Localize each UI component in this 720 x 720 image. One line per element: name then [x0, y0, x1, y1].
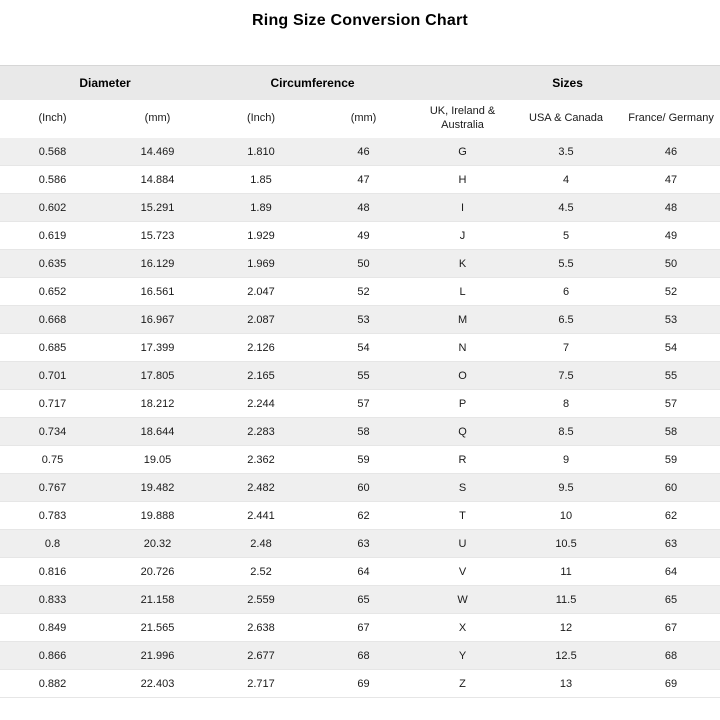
table-cell: 55: [357, 369, 370, 382]
table-cell: 47: [357, 173, 370, 186]
table-cell: 69: [664, 677, 678, 690]
table-row: [0, 390, 720, 418]
table-row: [0, 642, 720, 670]
table-cell: 16.967: [140, 313, 175, 326]
table-cell: 18.212: [140, 397, 175, 410]
table-cell: 10: [559, 509, 573, 522]
table-row: [0, 474, 720, 502]
table-cell: 7: [562, 341, 570, 354]
table-cell: 50: [357, 257, 370, 270]
table-row: [0, 614, 720, 642]
table-cell: 1.810: [247, 145, 275, 158]
table-cell: 1.929: [247, 229, 275, 242]
table-cell: 6.5: [558, 313, 574, 326]
table-cell: 0.635: [38, 257, 67, 270]
table-cell: 57: [357, 397, 370, 410]
table-cell: 7.5: [558, 369, 574, 382]
table-cell: Z: [459, 677, 466, 690]
column-header-circumference-inch: (Inch): [210, 100, 312, 138]
table-cell: 18.644: [140, 425, 175, 438]
table-cell: Q: [458, 425, 467, 438]
table-cell: 3.5: [558, 145, 574, 158]
table-cell: 64: [664, 565, 678, 578]
table-cell: 21.158: [140, 593, 175, 606]
table-cell: 54: [664, 341, 678, 354]
table-cell: 60: [357, 481, 370, 494]
table-cell: 19.888: [140, 509, 175, 522]
group-header-sizes: Sizes: [415, 66, 720, 101]
table-cell: 14.884: [140, 173, 175, 186]
table-cell: 62: [664, 509, 678, 522]
table-cell: 48: [357, 201, 370, 214]
table-row: [0, 138, 720, 166]
table-cell: 0.734: [38, 425, 67, 438]
table-cell: S: [458, 481, 467, 494]
table-cell: 50: [664, 257, 678, 270]
table-cell: 67: [664, 621, 678, 634]
table-cell: 0.8: [44, 537, 61, 550]
table-row: [0, 222, 720, 250]
table-cell: 64: [357, 565, 370, 578]
table-cell: 58: [664, 425, 678, 438]
table-cell: 65: [357, 593, 370, 606]
table-cell: T: [459, 509, 466, 522]
table-row: [0, 278, 720, 306]
table-cell: 0.849: [38, 621, 67, 634]
table-cell: V: [458, 565, 467, 578]
table-cell: 0.568: [38, 145, 67, 158]
table-row: [0, 558, 720, 586]
column-header-france-germany: France/ Germany: [622, 100, 720, 138]
table-cell: 9.5: [558, 481, 574, 494]
table-cell: 21.565: [140, 621, 175, 634]
table-row: [0, 362, 720, 390]
table-cell: 47: [664, 173, 678, 186]
table-cell: 0.668: [38, 313, 67, 326]
table-cell: 59: [664, 453, 678, 466]
table-cell: 2.047: [247, 285, 275, 298]
table-cell: 11: [560, 565, 572, 578]
table-cell: 2.717: [247, 677, 275, 690]
table-cell: 2.362: [247, 453, 275, 466]
table-cell: 12: [559, 621, 573, 634]
column-header-uk-ireland-australia: UK, Ireland & Australia: [415, 100, 510, 138]
table-cell: 0.816: [38, 565, 67, 578]
table-cell: 0.767: [38, 481, 67, 494]
table-cell: 4: [562, 173, 570, 186]
page-title: Ring Size Conversion Chart: [252, 12, 468, 29]
table-cell: 1.89: [250, 201, 272, 214]
table-cell: 2.52: [250, 565, 272, 578]
table-cell: 49: [357, 229, 370, 242]
table-cell: 5: [562, 229, 570, 242]
table-cell: M: [457, 313, 468, 326]
table-row: [0, 306, 720, 334]
table-cell: 22.403: [140, 677, 175, 690]
table-cell: 20.726: [140, 565, 175, 578]
table-cell: 10.5: [555, 537, 577, 550]
table-cell: 57: [664, 397, 678, 410]
table-cell: K: [458, 257, 467, 270]
table-cell: 54: [357, 341, 370, 354]
table-cell: 63: [664, 537, 678, 550]
table-cell: N: [458, 341, 467, 354]
table-cell: 17.805: [140, 369, 175, 382]
table-row: [0, 250, 720, 278]
table-cell: 6: [562, 285, 570, 298]
table-cell: 1.969: [247, 257, 275, 270]
table-row: [0, 446, 720, 474]
table-cell: 15.291: [140, 201, 175, 214]
table-row: [0, 334, 720, 362]
table-cell: J: [459, 229, 466, 242]
table-cell: 1.85: [250, 173, 272, 186]
table-cell: 55: [664, 369, 678, 382]
table-cell: I: [461, 201, 465, 214]
table-row: [0, 530, 720, 558]
table-cell: 21.996: [140, 649, 175, 662]
table-cell: 0.833: [38, 593, 67, 606]
table-cell: 62: [357, 509, 370, 522]
table-cell: 53: [664, 313, 678, 326]
table-cell: 2.48: [250, 537, 272, 550]
table-row: [0, 166, 720, 194]
table-cell: 5.5: [558, 257, 574, 270]
table-head: [0, 66, 720, 139]
table-cell: 2.126: [247, 341, 275, 354]
table-cell: 14.469: [140, 145, 175, 158]
table-cell: 59: [357, 453, 370, 466]
table-cell: 68: [664, 649, 678, 662]
table-cell: H: [458, 173, 467, 186]
table-cell: G: [458, 145, 467, 158]
table-cell: 0.783: [38, 509, 67, 522]
table-cell: 17.399: [140, 341, 175, 354]
table-cell: 0.717: [38, 397, 67, 410]
table-cell: 2.087: [247, 313, 275, 326]
table-cell: 0.882: [38, 677, 67, 690]
table-cell: 68: [357, 649, 370, 662]
table-cell: Y: [458, 649, 467, 662]
table-cell: 2.283: [247, 425, 275, 438]
group-header-circumference: Circumference: [210, 66, 415, 101]
table-cell: 16.129: [140, 257, 175, 270]
column-header-row: [0, 100, 720, 138]
table-cell: 2.559: [247, 593, 275, 606]
column-header-circumference-mm: (mm): [312, 100, 415, 138]
table-cell: U: [458, 537, 467, 550]
table-cell: 9: [562, 453, 570, 466]
table-cell: 0.586: [38, 173, 67, 186]
table-cell: 2.441: [247, 509, 275, 522]
table-cell: R: [458, 453, 467, 466]
table-cell: 0.685: [38, 341, 67, 354]
table-cell: 46: [664, 145, 678, 158]
table-cell: 2.165: [247, 369, 275, 382]
group-header-diameter: Diameter: [0, 66, 210, 101]
table-cell: 2.244: [247, 397, 275, 410]
table-cell: 69: [357, 677, 370, 690]
table-cell: P: [458, 397, 467, 410]
table-row: [0, 194, 720, 222]
table-cell: X: [458, 621, 467, 634]
conversion-table: [0, 65, 720, 698]
table-cell: 53: [357, 313, 370, 326]
table-cell: 19.482: [140, 481, 175, 494]
table-cell: 0.75: [41, 453, 64, 466]
table-cell: 11.5: [555, 593, 577, 606]
table-cell: 0.866: [38, 649, 67, 662]
table-cell: 12.5: [555, 649, 577, 662]
column-header-diameter-inch: (Inch): [0, 100, 105, 138]
table-cell: 8: [562, 397, 570, 410]
table-cell: 16.561: [140, 285, 175, 298]
table-row: [0, 502, 720, 530]
table-row: [0, 418, 720, 446]
table-cell: 20.32: [143, 537, 172, 550]
table-cell: 60: [664, 481, 678, 494]
table-cell: 13: [559, 677, 573, 690]
table-cell: 67: [357, 621, 370, 634]
table-cell: 2.638: [247, 621, 275, 634]
table-cell: 2.482: [247, 481, 275, 494]
table-cell: 4.5: [558, 201, 574, 214]
table-cell: 2.677: [247, 649, 275, 662]
table-cell: O: [458, 369, 467, 382]
table-cell: 52: [664, 285, 678, 298]
table-cell: W: [457, 593, 468, 606]
group-header-row: [0, 66, 720, 101]
table-cell: 58: [357, 425, 370, 438]
table-cell: 65: [664, 593, 678, 606]
table-cell: 63: [357, 537, 370, 550]
column-header-usa-canada: USA & Canada: [510, 100, 622, 138]
table-row: [0, 586, 720, 614]
table-cell: 52: [357, 285, 370, 298]
table-cell: 0.619: [38, 229, 67, 242]
table-cell: 15.723: [140, 229, 175, 242]
table-cell: 0.602: [38, 201, 67, 214]
table-body: [0, 138, 720, 698]
table-cell: 49: [664, 229, 678, 242]
table-cell: 8.5: [558, 425, 574, 438]
table-cell: 0.701: [38, 369, 67, 382]
table-cell: 0.652: [38, 285, 67, 298]
table-cell: 46: [357, 145, 370, 158]
table-row: [0, 670, 720, 698]
column-header-diameter-mm: (mm): [105, 100, 210, 138]
table-cell: 48: [664, 201, 678, 214]
table-cell: 19.05: [143, 453, 172, 466]
table-cell: L: [459, 285, 466, 298]
